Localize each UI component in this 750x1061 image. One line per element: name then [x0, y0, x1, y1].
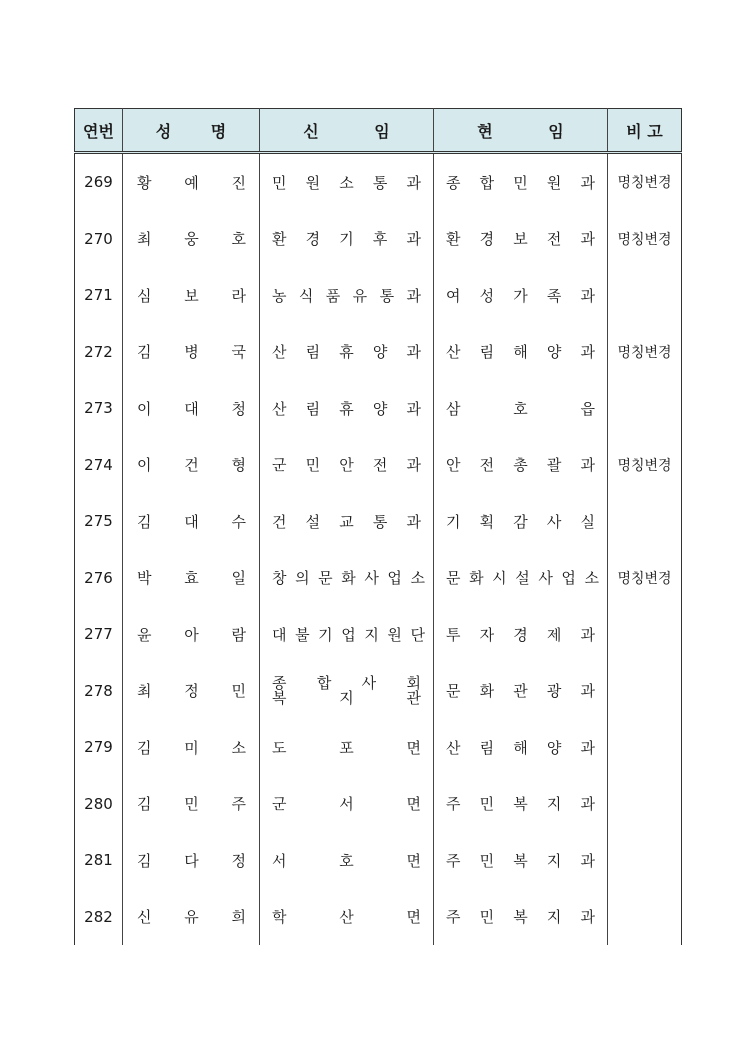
current-post: 종 합 민 원 과: [434, 153, 608, 211]
table-row: [75, 324, 682, 381]
person-name: 김 다 정: [123, 832, 260, 889]
personnel-table: [74, 108, 682, 945]
new-post: 대 불 기 업 지 원 단: [260, 606, 434, 663]
new-post: 학 산 면: [260, 889, 434, 946]
table-row: [75, 663, 682, 720]
new-post: 군 서 면: [260, 776, 434, 833]
person-name: 김 미 소: [123, 719, 260, 776]
header-name: [123, 109, 260, 153]
row-number: 279: [75, 719, 123, 776]
new-post: 산 림 휴 양 과: [260, 324, 434, 381]
table-row: [75, 380, 682, 437]
note: 명칭변경: [608, 437, 682, 494]
header-name-label: 성 명: [155, 121, 227, 141]
note: [608, 493, 682, 550]
person-name: 김 대 수: [123, 493, 260, 550]
table-row: [75, 493, 682, 550]
header-new-post-label: 신 임: [303, 121, 390, 141]
note: 명칭변경: [608, 153, 682, 211]
current-post: 투 자 경 제 과: [434, 606, 608, 663]
current-post: 여 성 가 족 과: [434, 267, 608, 324]
row-number: 270: [75, 211, 123, 268]
note: 명칭변경: [608, 550, 682, 607]
note: 명칭변경: [608, 211, 682, 268]
note: 명칭변경: [608, 324, 682, 381]
person-name: 김 민 주: [123, 776, 260, 833]
table-row: [75, 719, 682, 776]
row-number: 269: [75, 153, 123, 211]
note: [608, 832, 682, 889]
row-number: 272: [75, 324, 123, 381]
personnel-table-container: [74, 108, 681, 945]
table-row: [75, 550, 682, 607]
new-post: 산 림 휴 양 과: [260, 380, 434, 437]
note: [608, 663, 682, 720]
row-number: 280: [75, 776, 123, 833]
row-number: 273: [75, 380, 123, 437]
new-post: 서 호 면: [260, 832, 434, 889]
header-current-post-label: 현 임: [477, 121, 564, 141]
table-row: [75, 153, 682, 211]
new-post: 건 설 교 통 과: [260, 493, 434, 550]
person-name: 윤 아 람: [123, 606, 260, 663]
row-number: 276: [75, 550, 123, 607]
current-post: 주 민 복 지 과: [434, 776, 608, 833]
person-name: 황 예 진: [123, 153, 260, 211]
current-post: 주 민 복 지 과: [434, 889, 608, 946]
current-post: 산 림 해 양 과: [434, 719, 608, 776]
current-post: 주 민 복 지 과: [434, 832, 608, 889]
current-post: 삼 호 읍: [434, 380, 608, 437]
current-post: 산 림 해 양 과: [434, 324, 608, 381]
person-name: 최 웅 호: [123, 211, 260, 268]
note: [608, 606, 682, 663]
row-number: 274: [75, 437, 123, 494]
header-new-post: [260, 109, 434, 153]
person-name: 이 건 형: [123, 437, 260, 494]
new-post: 군 민 안 전 과: [260, 437, 434, 494]
header-no: 연번: [75, 109, 123, 153]
note: [608, 380, 682, 437]
row-number: 275: [75, 493, 123, 550]
note: [608, 719, 682, 776]
new-post: 도 포 면: [260, 719, 434, 776]
current-post: 환 경 보 전 과: [434, 211, 608, 268]
current-post: 기 획 감 사 실: [434, 493, 608, 550]
row-number: 278: [75, 663, 123, 720]
table-row: [75, 267, 682, 324]
current-post: 안 전 총 괄 과: [434, 437, 608, 494]
person-name: 김 병 국: [123, 324, 260, 381]
header-current-post: [434, 109, 608, 153]
table-row: [75, 606, 682, 663]
new-post: 창 의 문 화 사 업 소: [260, 550, 434, 607]
table-row: [75, 211, 682, 268]
new-post: 환 경 기 후 과: [260, 211, 434, 268]
person-name: 이 대 청: [123, 380, 260, 437]
note: [608, 776, 682, 833]
table-row: [75, 437, 682, 494]
person-name: 최 정 민: [123, 663, 260, 720]
current-post: 문 화 시 설 사 업 소: [434, 550, 608, 607]
person-name: 신 유 희: [123, 889, 260, 946]
table-row: [75, 776, 682, 833]
row-number: 281: [75, 832, 123, 889]
row-number: 282: [75, 889, 123, 946]
row-number: 271: [75, 267, 123, 324]
person-name: 박 효 일: [123, 550, 260, 607]
new-post: 종 합 사 회 복 지 관: [260, 663, 434, 720]
new-post: 농 식 품 유 통 과: [260, 267, 434, 324]
new-post: 민 원 소 통 과: [260, 153, 434, 211]
note: [608, 889, 682, 946]
table-header-row: [75, 109, 682, 153]
person-name: 심 보 라: [123, 267, 260, 324]
row-number: 277: [75, 606, 123, 663]
table-row: [75, 832, 682, 889]
table-row: [75, 889, 682, 946]
current-post: 문 화 관 광 과: [434, 663, 608, 720]
note: [608, 267, 682, 324]
header-note: 비 고: [608, 109, 682, 153]
